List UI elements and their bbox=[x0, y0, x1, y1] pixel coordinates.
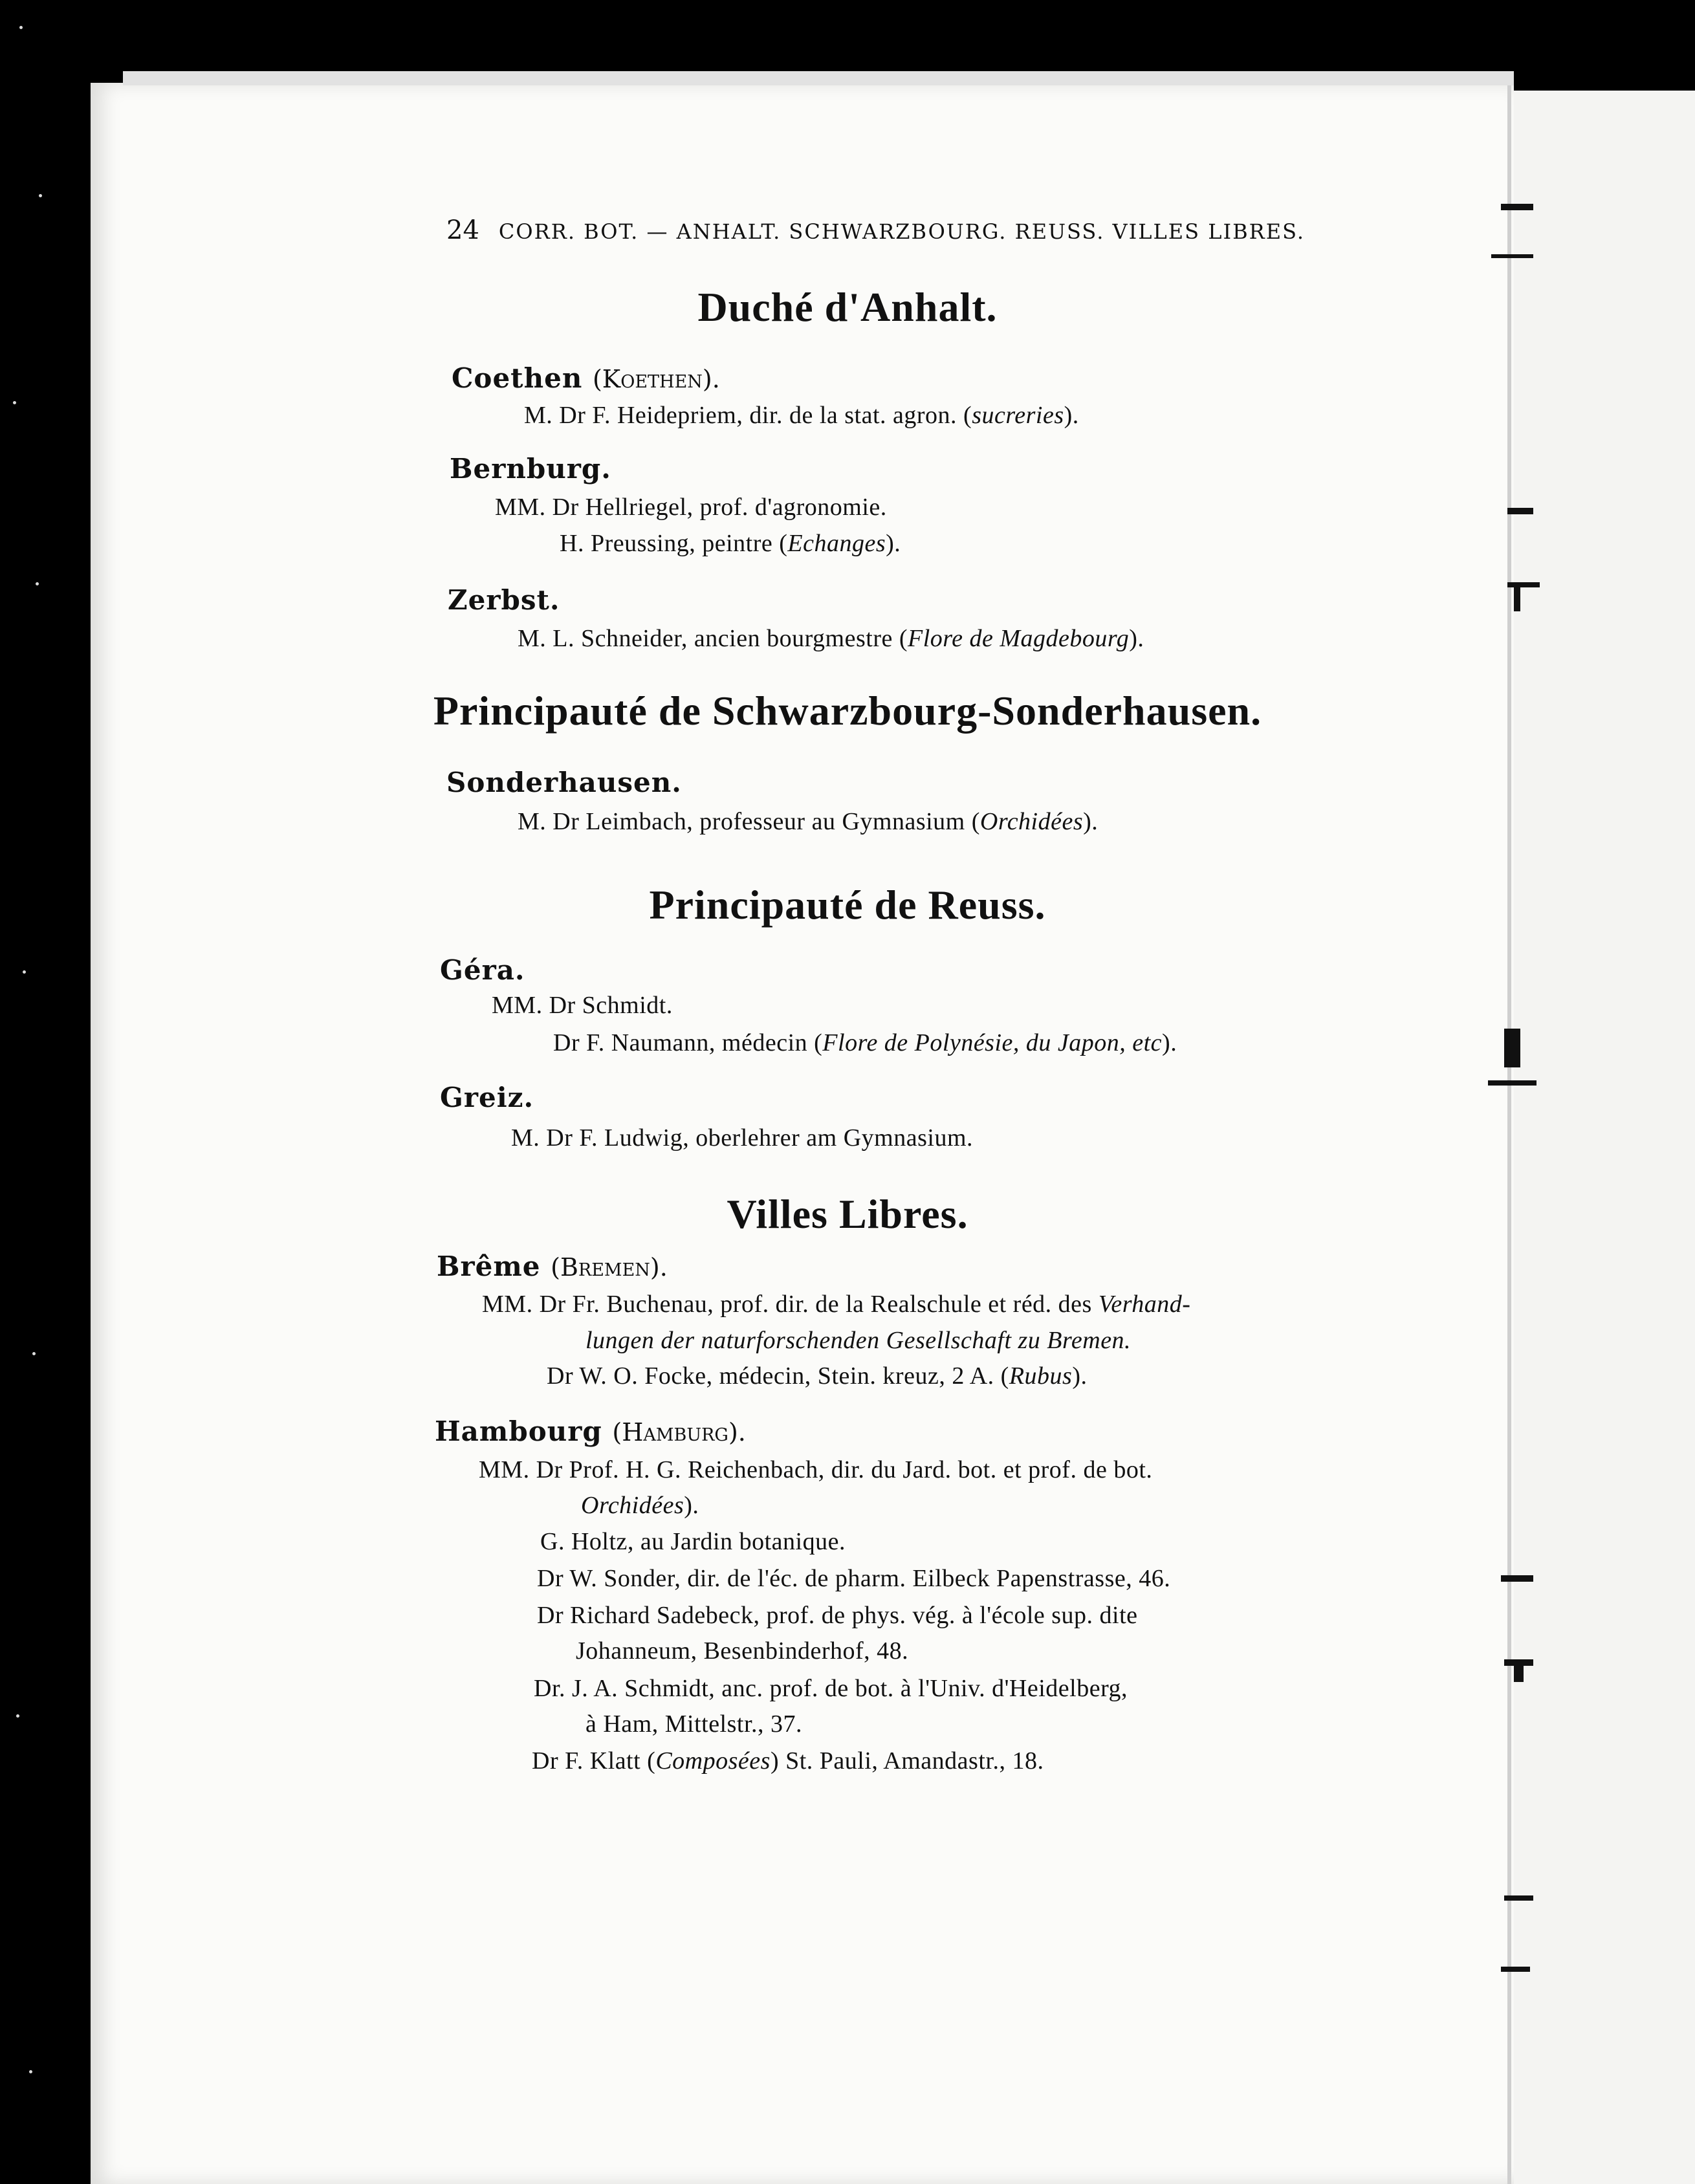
entry-text: H. Preussing, peintre ( bbox=[560, 530, 788, 557]
entry-line bbox=[585, 1710, 802, 1738]
entry-text: M. L. Schneider, ancien bourgmestre ( bbox=[518, 625, 908, 652]
city-name bbox=[452, 362, 720, 394]
entry-text: Dr Richard Sadebeck, prof. de phys. vég. à l'école sup. dite bbox=[537, 1602, 1138, 1629]
entry-italic: Orchidées bbox=[581, 1492, 684, 1519]
entry-text: Johanneum, Besenbinderhof, 48. bbox=[576, 1637, 909, 1665]
city-name-text: Coethen bbox=[452, 362, 583, 394]
entry-text: Dr W. O. Focke, médecin, Stein. kreuz, 2 A. ( bbox=[547, 1362, 1009, 1390]
section-heading: Principauté de Schwarzbourg-Sonderhausen. bbox=[433, 688, 1262, 734]
entry-text: M. Dr F. Heidepriem, dir. de la stat. agron. ( bbox=[524, 402, 972, 429]
entry-italic: Echanges bbox=[787, 530, 886, 557]
entry-italic: sucreries bbox=[972, 402, 1064, 429]
entry-tail: ). bbox=[1083, 808, 1099, 835]
city-name-text: Bernburg. bbox=[450, 453, 611, 485]
entry-line bbox=[482, 1290, 1190, 1318]
entry-italic: Rubus bbox=[1009, 1362, 1073, 1390]
entry-tail: ) St. Pauli, Amandastr., 18. bbox=[770, 1747, 1044, 1774]
entry-tail: ). bbox=[1129, 625, 1144, 652]
city-name-text: Greiz. bbox=[440, 1082, 534, 1113]
entry-text: Dr W. Sonder, dir. de l'éc. de pharm. Eilbeck Papenstrasse, 46. bbox=[537, 1565, 1171, 1592]
entry-line bbox=[537, 1564, 1170, 1593]
city-name bbox=[440, 1082, 534, 1113]
entry-line bbox=[537, 1601, 1138, 1630]
entry-italic: Composées bbox=[655, 1747, 771, 1774]
city-name bbox=[450, 453, 611, 485]
entry-tail: ). bbox=[1072, 1362, 1088, 1390]
entry-line bbox=[560, 529, 901, 558]
section-heading: Principauté de Reuss. bbox=[649, 882, 1046, 928]
city-name bbox=[435, 1415, 746, 1447]
entry-text: Dr F. Naumann, médecin ( bbox=[553, 1029, 823, 1056]
entry-text: G. Holtz, au Jardin botanique. bbox=[540, 1528, 846, 1555]
entry-line bbox=[532, 1747, 1044, 1775]
entry-line bbox=[547, 1362, 1087, 1390]
entry-text: MM. Dr Schmidt. bbox=[492, 992, 673, 1019]
entry-line bbox=[553, 1029, 1177, 1057]
entry-line bbox=[518, 624, 1144, 653]
entry-line bbox=[492, 991, 673, 1020]
city-name bbox=[437, 1250, 668, 1282]
entry-text: MM. Dr Fr. Buchenau, prof. dir. de la Realschule et réd. des bbox=[482, 1291, 1099, 1318]
entry-text: M. Dr F. Ludwig, oberlehrer am Gymnasium. bbox=[511, 1124, 973, 1152]
entry-text: M. Dr Leimbach, professeur au Gymnasium ( bbox=[518, 808, 980, 835]
running-head bbox=[446, 215, 1306, 245]
entry-line bbox=[576, 1637, 908, 1665]
section-heading: Duché d'Anhalt. bbox=[697, 284, 998, 330]
city-alt-name: (Koethen). bbox=[592, 365, 720, 393]
running-head-title: CORR. BOT. — ANHALT. SCHWARZBOURG. REUSS. VILLES LIBRES. bbox=[498, 219, 1306, 244]
entry-tail: ). bbox=[1064, 402, 1079, 429]
section-heading: Villes Libres. bbox=[727, 1191, 968, 1237]
entry-italic: Orchidées bbox=[979, 808, 1084, 835]
entry-line bbox=[524, 401, 1079, 430]
city-name-text: Géra. bbox=[440, 954, 525, 986]
entry-tail: ). bbox=[684, 1492, 699, 1519]
entry-text: à Ham, Mittelstr., 37. bbox=[585, 1710, 803, 1738]
city-name-text: Sonderhausen. bbox=[446, 767, 682, 798]
page-number: 24 bbox=[446, 215, 479, 245]
city-alt-name: (Bremen). bbox=[551, 1253, 668, 1282]
entry-line bbox=[479, 1456, 1152, 1484]
city-name-text: Brême bbox=[437, 1250, 541, 1282]
entry-line bbox=[585, 1326, 1131, 1355]
entry-line bbox=[495, 493, 887, 521]
entry-tail: ). bbox=[886, 530, 901, 557]
entry-italic: lungen der naturforschenden Gesellschaft zu Bremen. bbox=[585, 1327, 1132, 1354]
entry-line bbox=[511, 1124, 973, 1152]
entry-text: Dr F. Klatt ( bbox=[532, 1747, 656, 1774]
city-name-text: Hambourg bbox=[435, 1415, 602, 1447]
entry-italic: Flore de Magdebourg bbox=[908, 625, 1130, 652]
entry-italic: Flore de Polynésie, du Japon, etc bbox=[822, 1029, 1163, 1056]
city-alt-name: (Hamburg). bbox=[612, 1418, 746, 1447]
entry-text: MM. Dr Prof. H. G. Reichenbach, dir. du Jard. bot. et prof. de bot. bbox=[479, 1456, 1153, 1483]
city-name-text: Zerbst. bbox=[448, 584, 560, 616]
entry-text: MM. Dr Hellriegel, prof. d'agronomie. bbox=[495, 494, 887, 521]
entry-line bbox=[540, 1527, 846, 1556]
city-name bbox=[446, 767, 682, 798]
city-name bbox=[448, 584, 560, 616]
entry-line bbox=[581, 1491, 699, 1520]
city-name bbox=[440, 954, 525, 986]
entry-line bbox=[534, 1674, 1128, 1703]
entry-line bbox=[518, 807, 1098, 836]
entry-text: Dr. J. A. Schmidt, anc. prof. de bot. à l'Univ. d'Heidelberg, bbox=[534, 1675, 1128, 1702]
entry-tail: ). bbox=[1162, 1029, 1177, 1056]
entry-italic: Verhand- bbox=[1098, 1291, 1191, 1318]
